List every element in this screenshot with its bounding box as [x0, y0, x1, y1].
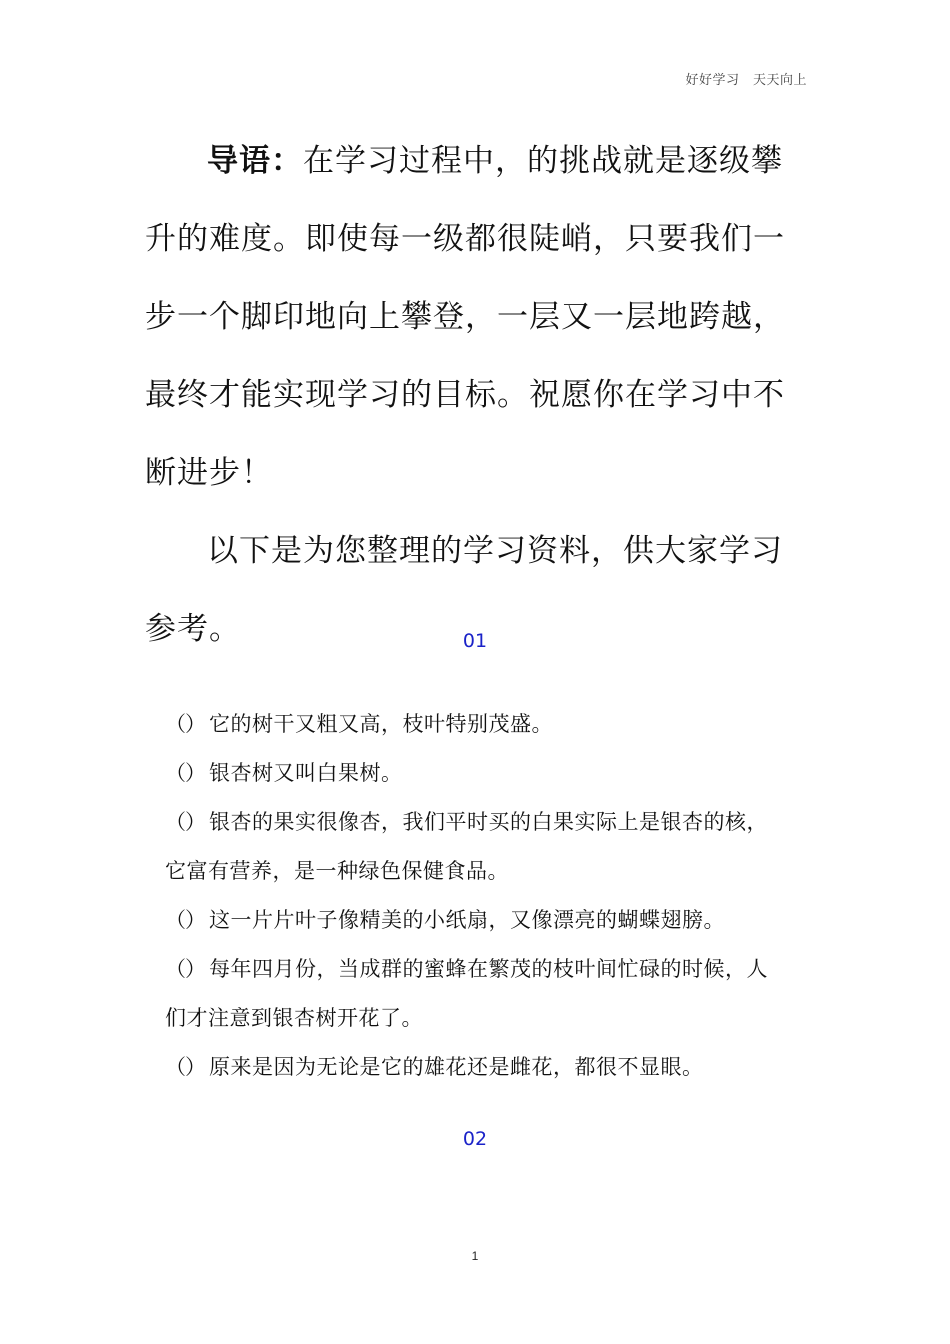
list-item: [165, 945, 785, 1043]
answer-blank: （）: [165, 712, 205, 736]
answer-blank: （）: [165, 761, 205, 785]
item-text: 它的树干又粗又高，枝叶特别茂盛。: [209, 712, 553, 736]
answer-blank: （）: [165, 957, 205, 981]
list-item: [165, 700, 785, 749]
section-number-02: 02: [462, 1128, 488, 1150]
item-text: 银杏的果实很像杏，我们平时买的白果实际上是银杏的核，它富有营养，是一种绿色保健食品。: [165, 810, 768, 883]
intro-label: 导语：: [207, 143, 303, 179]
section-01-items: [165, 700, 785, 1092]
list-item: [165, 1043, 785, 1092]
item-text: 银杏树又叫白果树。: [209, 761, 403, 785]
list-item: [165, 896, 785, 945]
answer-blank: （）: [165, 810, 205, 834]
intro-paragraph: [145, 122, 809, 512]
page-number: 1: [471, 1249, 479, 1263]
intro-section: [145, 122, 809, 668]
intro-second-paragraph: 以下是为您整理的学习资料，供大家学习参考。: [145, 533, 783, 647]
answer-blank: （）: [165, 908, 205, 932]
item-text: 这一片片叶子像精美的小纸扇，又像漂亮的蝴蝶翅膀。: [209, 908, 725, 932]
section-number-01: 01: [462, 630, 488, 652]
item-text: 原来是因为无论是它的雄花还是雌花，都很不显眼。: [209, 1055, 704, 1079]
item-text: 每年四月份，当成群的蜜蜂在繁茂的枝叶间忙碌的时候，人们才注意到银杏树开花了。: [165, 957, 768, 1030]
intro-text: 在学习过程中，的挑战就是逐级攀升的难度。即使每一级都很陡峭，只要我们一步一个脚印地向上攀登，一层又一层地跨越，最终才能实现学习的目标。祝愿你在学习中不断进步！: [145, 143, 785, 491]
answer-blank: （）: [165, 1055, 205, 1079]
header-motto: 好好学习 天天向上: [685, 73, 807, 88]
list-item: [165, 798, 785, 896]
list-item: [165, 749, 785, 798]
